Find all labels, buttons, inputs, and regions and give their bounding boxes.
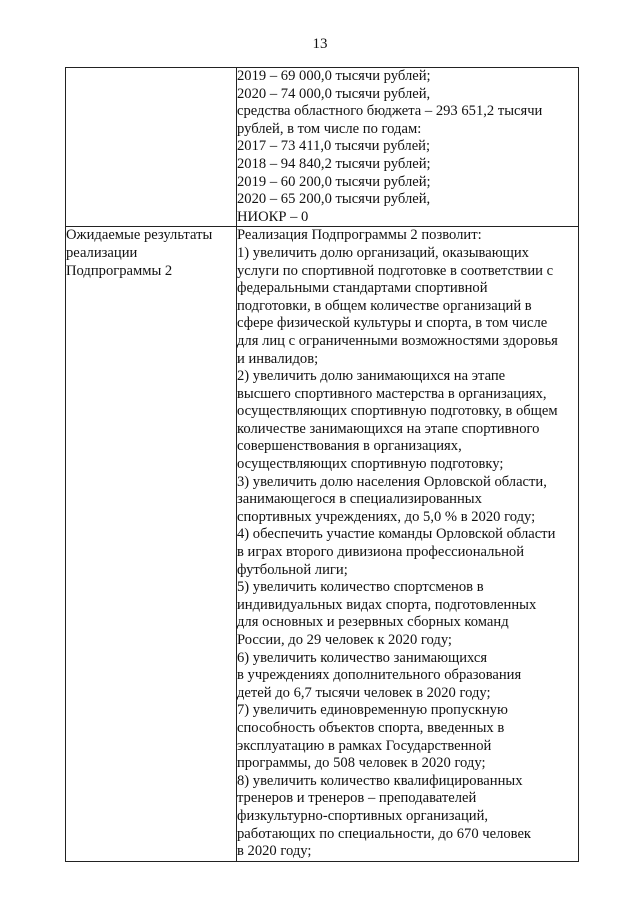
content-line: спортивных учреждениях, до 5,0 % в 2020 году; (237, 508, 536, 525)
content-line: совершенствования в организациях, (237, 438, 462, 455)
content-line: НИОКР – 0 (237, 208, 309, 225)
content-line: и инвалидов; (237, 350, 319, 367)
content-line: подготовки, в общем количестве организаций в (237, 297, 532, 314)
content-line: в 2020 году; (237, 843, 312, 860)
content-line: России, до 29 человек к 2020 году; (237, 632, 452, 648)
content-line: федеральными стандартами спортивной (237, 280, 488, 297)
content-line: 2018 – 94 840,2 тысячи рублей; (237, 155, 431, 172)
content-line: детей до 6,7 тысячи человек в 2020 году; (237, 684, 491, 701)
content-line: рублей, в том числе по годам: (237, 120, 422, 137)
content-line: программы, до 508 человек в 2020 году; (237, 755, 486, 772)
content-line: занимающегося в специализированных (237, 491, 482, 508)
row-label-cell (66, 68, 237, 227)
content-line: тренеров и тренеров – преподавателей (237, 790, 477, 807)
content-line: осуществляющих спортивную подготовку, в общем (237, 403, 558, 420)
page-number: 13 (312, 36, 328, 52)
subprogram-passport-table (65, 67, 579, 862)
label-line: Ожидаемые результаты (66, 227, 213, 244)
content-line: 2019 – 60 200,0 тысячи рублей; (237, 173, 431, 190)
content-line: количестве занимающихся на этапе спортивного (237, 420, 540, 437)
table-body (66, 68, 579, 862)
content-line: для лиц с ограниченными возможностями здоровья (237, 332, 558, 349)
label-line: реализации (66, 244, 138, 261)
content-line: физкультурно-спортивных организаций, (237, 807, 489, 824)
content-line: 8) увеличить количество квалифицированных (237, 772, 523, 789)
content-line: для основных и резервных сборных команд (237, 614, 509, 631)
row-content-cell (237, 227, 579, 861)
content-line: средства областного бюджета – 293 651,2 тысячи (237, 103, 543, 120)
content-line: 3) увеличить долю населения Орловской области, (237, 473, 547, 490)
content-line: индивидуальных видах спорта, подготовленных (237, 596, 537, 613)
content-line: 2020 – 74 000,0 тысячи рублей, (237, 85, 431, 102)
content-line: высшего спортивного мастерства в организациях, (237, 385, 547, 402)
content-line: в играх второго дивизиона профессиональной (237, 544, 525, 561)
content-line: футбольной лиги; (237, 561, 348, 578)
content-line: Реализация Подпрограммы 2 позволит: (237, 227, 482, 244)
content-line: услуги по спортивной подготовке в соответствии с (237, 262, 554, 279)
content-line: 2) увеличить долю занимающихся на этапе (237, 368, 506, 385)
content-line: 2020 – 65 200,0 тысячи рублей, (237, 191, 431, 208)
row-label-cell (66, 227, 237, 861)
table-row (66, 227, 579, 861)
content-line: способность объектов спорта, введенных в (237, 719, 505, 736)
table-row (66, 68, 579, 227)
content-line: эксплуатацию в рамках Государственной (237, 737, 492, 754)
content-line: в учреждениях дополнительного образования (237, 667, 522, 684)
content-line: работающих по специальности, до 670 человек (237, 825, 532, 842)
content-line: 2017 – 73 411,0 тысячи рублей; (237, 138, 431, 155)
content-line: 1) увеличить долю организаций, оказывающих (237, 244, 529, 261)
content-line: 5) увеличить количество спортсменов в (237, 579, 484, 596)
content-line: 7) увеличить единовременную пропускную (237, 702, 508, 719)
label-line: Подпрограммы 2 (66, 262, 173, 279)
content-line: сфере физической культуры и спорта, в том числе (237, 315, 548, 332)
content-line: 4) обеспечить участие команды Орловской области (237, 526, 556, 543)
content-line: осуществляющих спортивную подготовку; (237, 456, 504, 473)
content-line: 6) увеличить количество занимающихся (237, 649, 488, 666)
content-line: 2019 – 69 000,0 тысячи рублей; (237, 68, 431, 84)
row-content-cell (237, 68, 579, 227)
